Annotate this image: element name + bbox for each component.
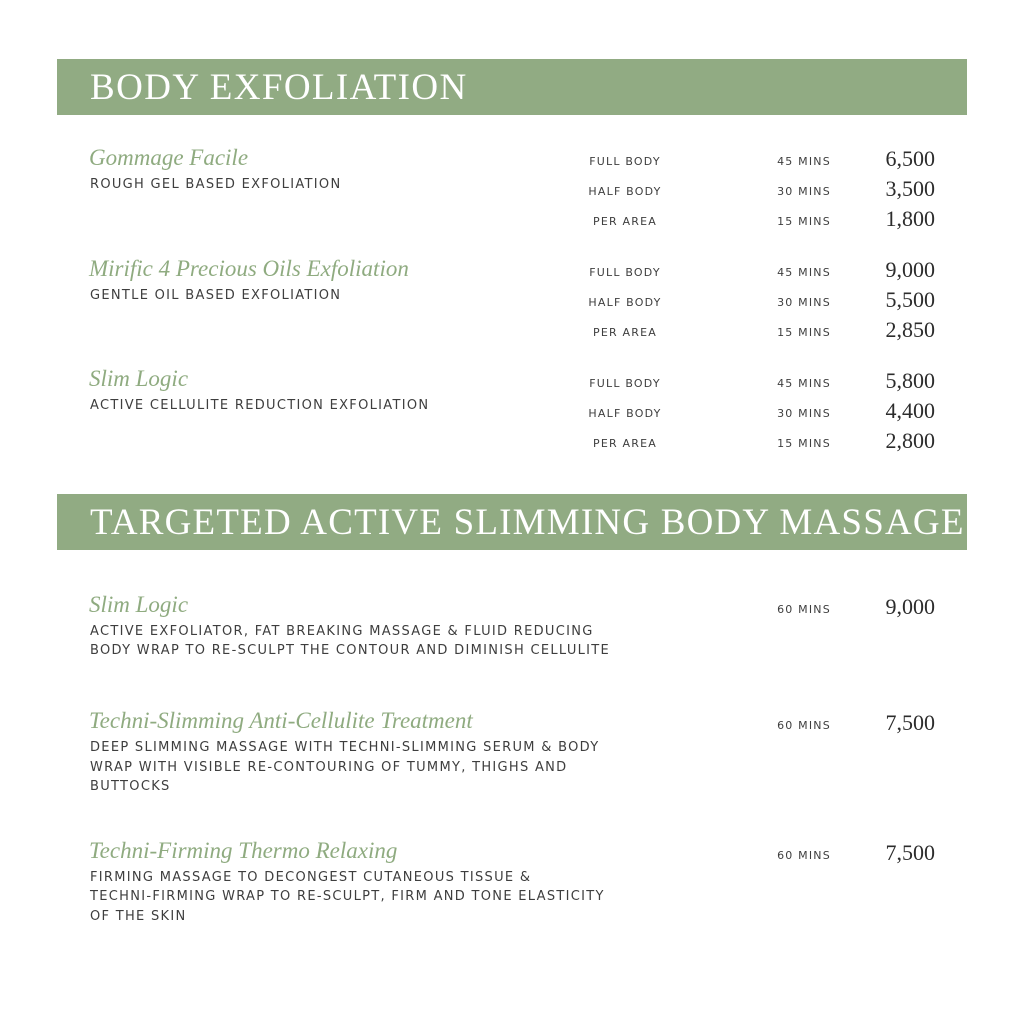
option-price: 1,800 — [885, 206, 935, 231]
option-duration: 15 MINS — [777, 215, 831, 228]
treatment-title-gommage-facile: Gommage Facile — [89, 145, 249, 170]
treatment-price: 9,000 — [885, 594, 935, 619]
option-duration: 45 MINS — [777, 155, 831, 168]
treatment-price: 7,500 — [885, 710, 935, 735]
option-duration: 30 MINS — [777, 296, 831, 309]
treatment-description-line: DEEP SLIMMING MASSAGE WITH TECHNI-SLIMMING SERUM & BODY — [90, 740, 600, 755]
treatment-description: GENTLE OIL BASED EXFOLIATION — [90, 288, 342, 303]
treatment-description-line: BODY WRAP TO RE-SCULPT THE CONTOUR AND DIMINISH CELLULITE — [90, 643, 611, 658]
treatment-title-mirific: Mirific 4 Precious Oils Exfoliation — [89, 256, 409, 281]
treatment-duration: 60 MINS — [777, 849, 831, 862]
option-area: PER AREA — [593, 326, 657, 339]
treatment-description-line: WRAP WITH VISIBLE RE-CONTOURING OF TUMMY, THIGHS AND — [90, 760, 568, 775]
treatment-title-techni-slimming: Techni-Slimming Anti-Cellulite Treatment — [89, 708, 473, 733]
option-duration: 15 MINS — [777, 326, 831, 339]
treatment-description-line: FIRMING MASSAGE TO DECONGEST CUTANEOUS TISSUE & — [90, 870, 532, 885]
treatment-duration: 60 MINS — [777, 603, 831, 616]
option-area: PER AREA — [593, 437, 657, 450]
treatment-duration: 60 MINS — [777, 719, 831, 732]
treatment-title-slim-logic-massage: Slim Logic — [89, 592, 189, 617]
treatment-description: ROUGH GEL BASED EXFOLIATION — [90, 177, 342, 192]
option-price: 9,000 — [885, 257, 935, 282]
option-area: PER AREA — [593, 215, 657, 228]
treatment-title-techni-firming: Techni-Firming Thermo Relaxing — [89, 838, 398, 863]
option-price: 2,800 — [885, 428, 935, 453]
option-area: FULL BODY — [589, 377, 661, 390]
option-price: 5,500 — [885, 287, 935, 312]
treatment-description: ACTIVE CELLULITE REDUCTION EXFOLIATION — [90, 398, 430, 413]
treatment-title-slim-logic-exfoliation: Slim Logic — [89, 366, 189, 391]
option-price: 5,800 — [885, 368, 935, 393]
treatment-description-line: OF THE SKIN — [90, 909, 187, 924]
option-duration: 45 MINS — [777, 266, 831, 279]
option-area: FULL BODY — [589, 155, 661, 168]
option-area: HALF BODY — [588, 296, 662, 309]
option-area: HALF BODY — [588, 185, 662, 198]
option-area: HALF BODY — [588, 407, 662, 420]
option-duration: 45 MINS — [777, 377, 831, 390]
section-heading: BODY EXFOLIATION — [90, 67, 468, 108]
option-price: 2,850 — [885, 317, 935, 342]
section-banner-slimming-massages — [57, 494, 987, 550]
treatment-description-line: ACTIVE EXFOLIATOR, FAT BREAKING MASSAGE & FLUID REDUCING — [90, 624, 594, 639]
treatment-description-line: BUTTOCKS — [90, 779, 171, 794]
section-heading: TARGETED ACTIVE SLIMMING BODY MASSAGES — [90, 502, 987, 543]
treatment-description-line: TECHNI-FIRMING WRAP TO RE-SCULPT, FIRM AND TONE ELASTICITY — [90, 889, 605, 904]
treatment-price: 7,500 — [885, 840, 935, 865]
section-banner-body-exfoliation — [57, 59, 967, 115]
option-duration: 30 MINS — [777, 407, 831, 420]
option-price: 3,500 — [885, 176, 935, 201]
option-price: 6,500 — [885, 146, 935, 171]
option-duration: 15 MINS — [777, 437, 831, 450]
option-duration: 30 MINS — [777, 185, 831, 198]
option-price: 4,400 — [885, 398, 935, 423]
option-area: FULL BODY — [589, 266, 661, 279]
